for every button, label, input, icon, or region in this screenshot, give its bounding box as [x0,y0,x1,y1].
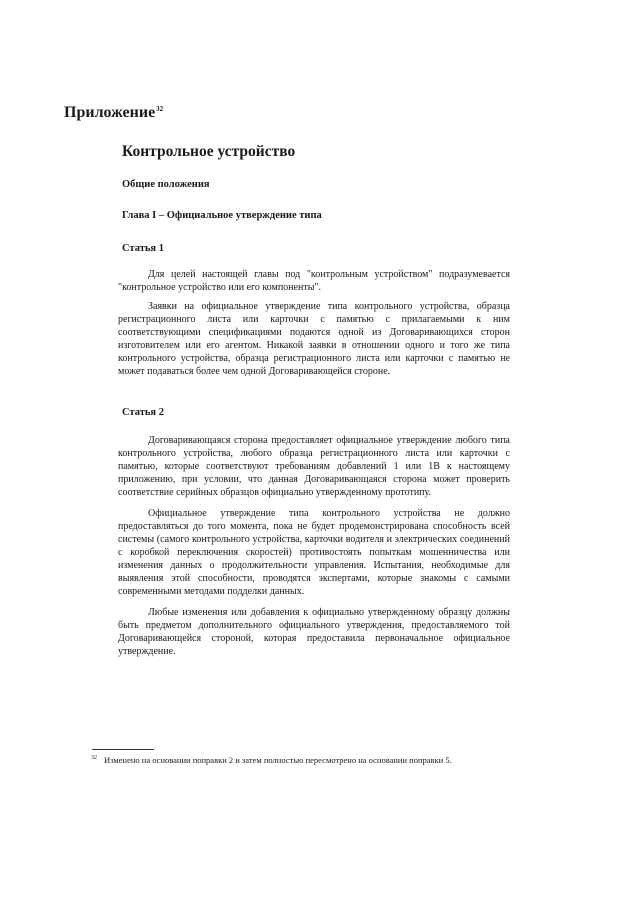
article-1-paragraph-2: Заявки на официальное утверждение типа контрольного устройства, образца регистрационного листа или карточки с памятью с прилагаемыми к ним соответствующими спецификациями подаются одной из Договаривающихся сторон изготовителем или его агентом. Никакой заявки в отношении одного и того же типа контрольного устройства, образца регистрационного листа или карточки с памятью не может подаваться более чем одной Договаривающейся стороне. [118,301,510,377]
footnote-separator [92,749,154,750]
article-2-heading: Статья 2 [122,407,164,418]
article-1-body [118,268,510,378]
footnote [91,754,504,766]
footnote-mark: 32 [91,755,97,761]
article-2-paragraph-1: Договаривающаяся сторона предоставляет официальное утверждение любого типа контрольного устройства, любого образца регистрационного листа или карточки с памятью, которые соответствуют требованиям добавлений 1 или 1В к настоящему приложению, при условии, что данная Договаривающаяся сторона может проверить соответствие серийных образцов официально утвержденному прототипу. [118,435,510,498]
footnote-text: Изменено на основании поправки 2 и затем полностью пересмотрено на основании поправки 5. [104,755,452,765]
chapter-heading: Глава I – Официальное утверждение типа [122,210,322,221]
article-2-paragraph-2: Официальное утверждение типа контрольного устройства не должно предоставляться до того момента, пока не будет продемонстрирована способность всей системы (самого контрольного устройства, карточки водителя и электрических соединений с коробкой переключения скоростей) противостоять попыткам мошенничества или изменения данных о продолжительности управления. Испытания, необходимые для выявления этой способности, проводятся экспертами, которые знакомы с самыми современными методами подделки данных. [118,508,510,597]
article-2-paragraph-3: Любые изменения или добавления к официально утвержденному образцу должны быть предметом дополнительного официального утверждения, предоставляемого той Договаривающейся стороной, которая предоставила первоначальное официальное утверждение. [118,607,510,657]
article-2-body [118,434,510,658]
article-1-paragraph-1: Для целей настоящей главы под "контрольным устройством" подразумевается "контрольное устройство или его компоненты". [118,269,510,293]
footnote-reference[interactable]: 32 [156,104,164,113]
general-provisions-heading: Общие положения [122,179,210,190]
article-1-heading: Статья 1 [122,243,164,254]
annex-title: Приложение [64,104,156,121]
document-title: Контрольное устройство [122,143,296,160]
annex-heading [64,104,163,122]
